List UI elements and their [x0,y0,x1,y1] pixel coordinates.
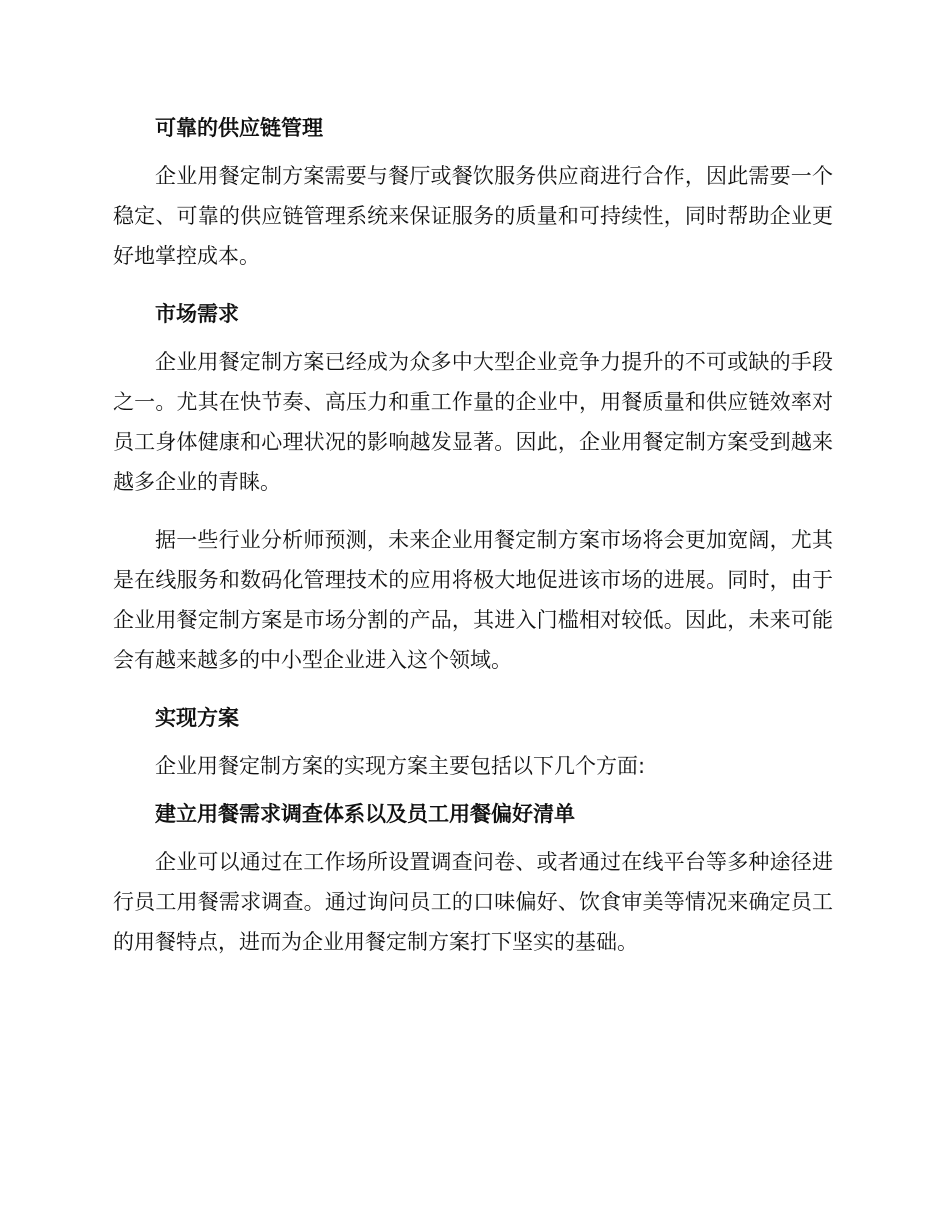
section-heading-survey-system: 建立用餐需求调查体系以及员工用餐偏好清单 [155,802,575,826]
document-page [113,108,833,980]
section-heading-implementation: 实现方案 [155,706,239,730]
paragraph-market-demand-2: 据一些行业分析师预测，未来企业用餐定制方案市场将会更加宽阔，尤其是在线服务和数码化管理技术的应用将极大地促进该市场的进展。同时，由于企业用餐定制方案是市场分割的产品，其进入门槛相对较低。因此，未来可能会有越来越多的中小型企业进入这个领域。 [113,528,833,672]
section-heading-supply-chain: 可靠的供应链管理 [155,116,323,140]
paragraph-supply-chain: 企业用餐定制方案需要与餐厅或餐饮服务供应商进行合作，因此需要一个稳定、可靠的供应链管理系统来保证服务的质量和可持续性，同时帮助企业更好地掌控成本。 [113,164,833,268]
paragraph-survey-system: 企业可以通过在工作场所设置调查问卷、或者通过在线平台等多种途径进行员工用餐需求调查。通过询问员工的口味偏好、饮食审美等情况来确定员工的用餐特点，进而为企业用餐定制方案打下坚实的基础。 [113,850,833,954]
paragraph-implementation: 企业用餐定制方案的实现方案主要包括以下几个方面: [155,754,646,778]
section-heading-market-demand: 市场需求 [155,302,239,326]
paragraph-market-demand-1: 企业用餐定制方案已经成为众多中大型企业竞争力提升的不可或缺的手段之一。尤其在快节奏、高压力和重工作量的企业中，用餐质量和供应链效率对员工身体健康和心理状况的影响越发显著。因此，企业用餐定制方案受到越来越多企业的青睐。 [113,350,833,494]
